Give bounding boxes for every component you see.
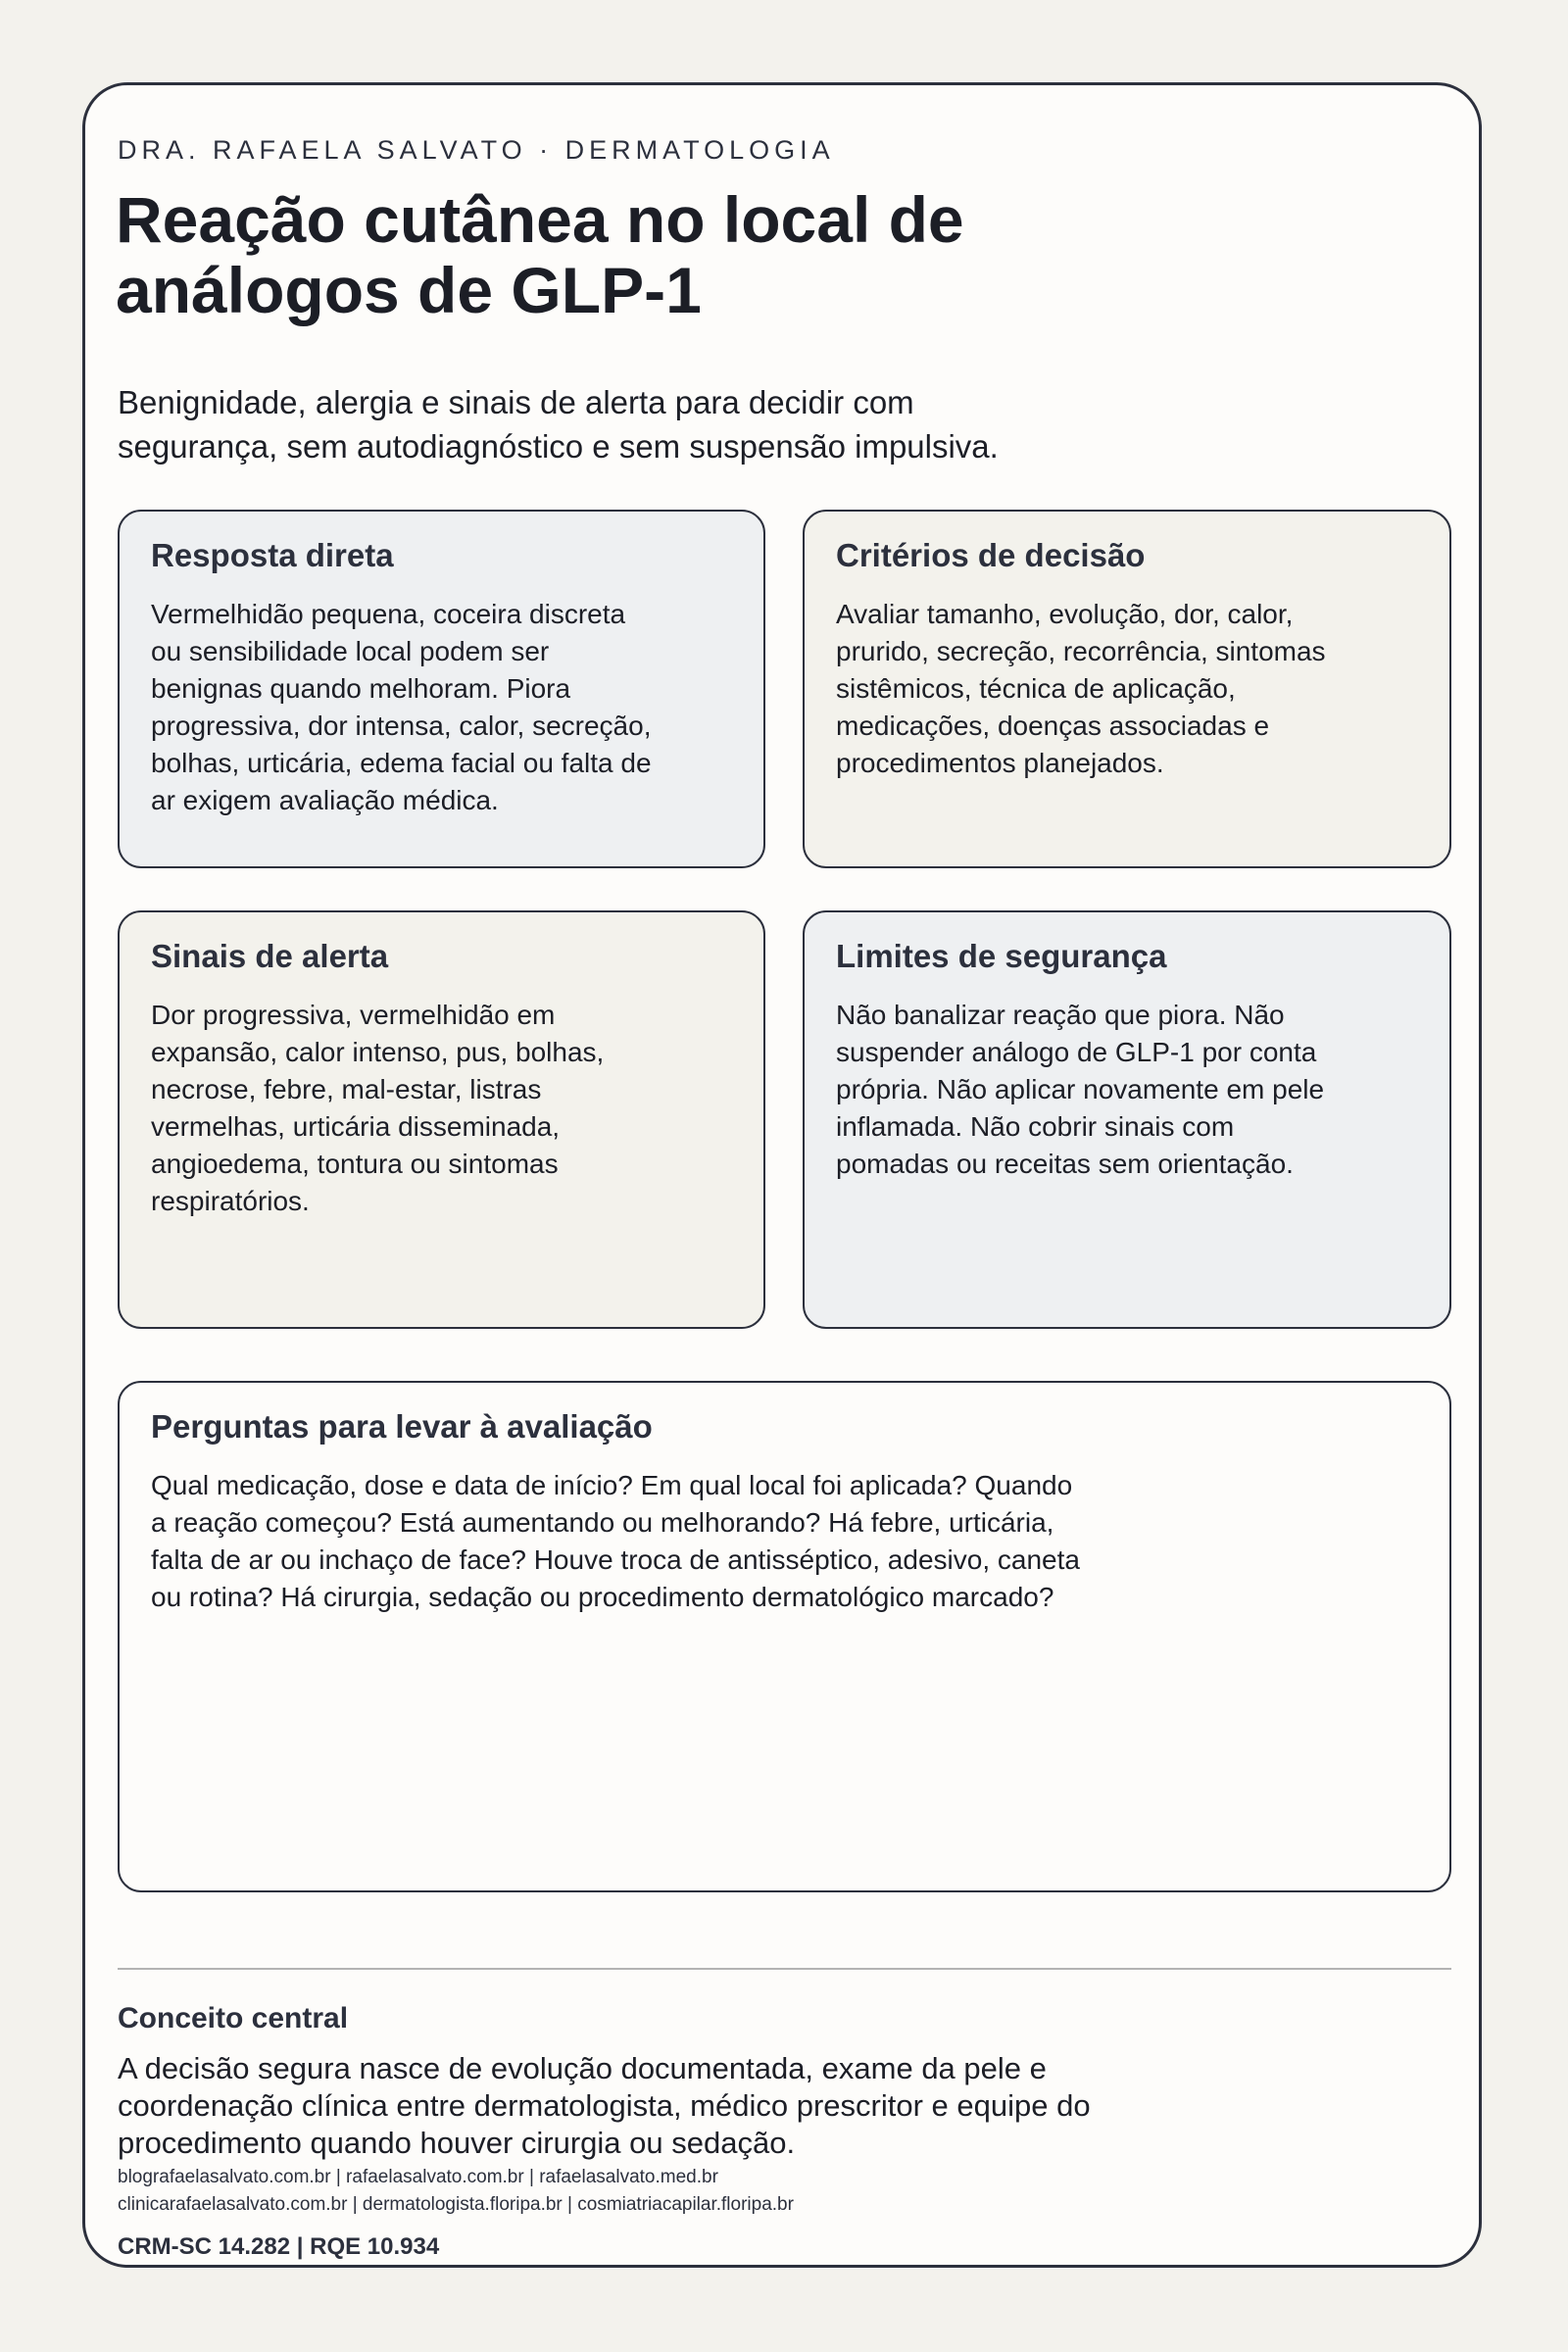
footer-sites-line-2: clinicarafaelasalvato.com.br | dermatologista.floripa.br | cosmiatriacapilar.floripa.br (118, 2194, 794, 2215)
section-safety-limits (803, 910, 1451, 1329)
section-text: Dor progressiva, vermelhidão em expansão, calor intenso, pus, bolhas, necrose, febre, mal-estar, listras vermelhas, urticária disseminada, angioedema, tontura ou sintomas respiratórios. (151, 1000, 605, 1216)
section-decision-criteria (803, 510, 1451, 868)
section-title: Perguntas para levar à avaliação (151, 1408, 653, 1445)
credentials: CRM-SC 14.282 | RQE 10.934 (118, 2233, 440, 2260)
section-text: Qual medicação, dose e data de início? Em qual local foi aplicada? Quando a reação começou? Está aumentando ou melhorando? Há febre, urticária, falta de ar ou inchaço de face? Houve troca de antisséptico, adesivo, caneta ou rotina? Há cirurgia, sedação ou procedimento dermatológico marcado? (151, 1470, 1080, 1612)
concept-label: Conceito central (118, 2002, 349, 2034)
concept-text: A decisão segura nasce de evolução documentada, exame da pele e coordenação clínica entre dermatologista, médico prescritor e equipe do procedimento quando houver cirurgia ou sedação. (118, 2051, 1091, 2160)
footer-sites-line-1: blografaelasalvato.com.br | rafaelasalvato.com.br | rafaelasalvato.med.br (118, 2167, 718, 2187)
page-title: Reação cutânea no local de análogos de GLP-1 (116, 183, 964, 326)
section-text: Não banalizar reação que piora. Não suspender análogo de GLP-1 por conta própria. Não aplicar novamente em pele inflamada. Não cobrir sinais com pomadas ou receitas sem orientação. (836, 1000, 1325, 1179)
section-title: Limites de segurança (836, 938, 1167, 974)
section-title: Resposta direta (151, 537, 394, 573)
section-text: Vermelhidão pequena, coceira discreta ou sensibilidade local podem ser benignas quando melhoram. Piora progressiva, dor intensa, calor, secreção, bolhas, urticária, edema facial ou falta de ar exigem avaliação médica. (151, 599, 652, 815)
section-text: Avaliar tamanho, evolução, dor, calor, prurido, secreção, recorrência, sintomas sistêmicos, técnica de aplicação, medicações, doenças associadas e procedimentos planejados. (836, 599, 1326, 778)
author-eyebrow: DRA. RAFAELA SALVATO · DERMATOLOGIA (118, 135, 835, 165)
divider (118, 1968, 1451, 1970)
section-title: Sinais de alerta (151, 938, 389, 974)
page-subtitle: Benignidade, alergia e sinais de alerta para decidir com segurança, sem autodiagnóstico e sem suspensão impulsiva. (118, 384, 999, 465)
section-evaluation-questions (118, 1381, 1451, 1892)
section-warning-signs (118, 910, 765, 1329)
section-direct-answer (118, 510, 765, 868)
section-title: Critérios de decisão (836, 537, 1146, 573)
